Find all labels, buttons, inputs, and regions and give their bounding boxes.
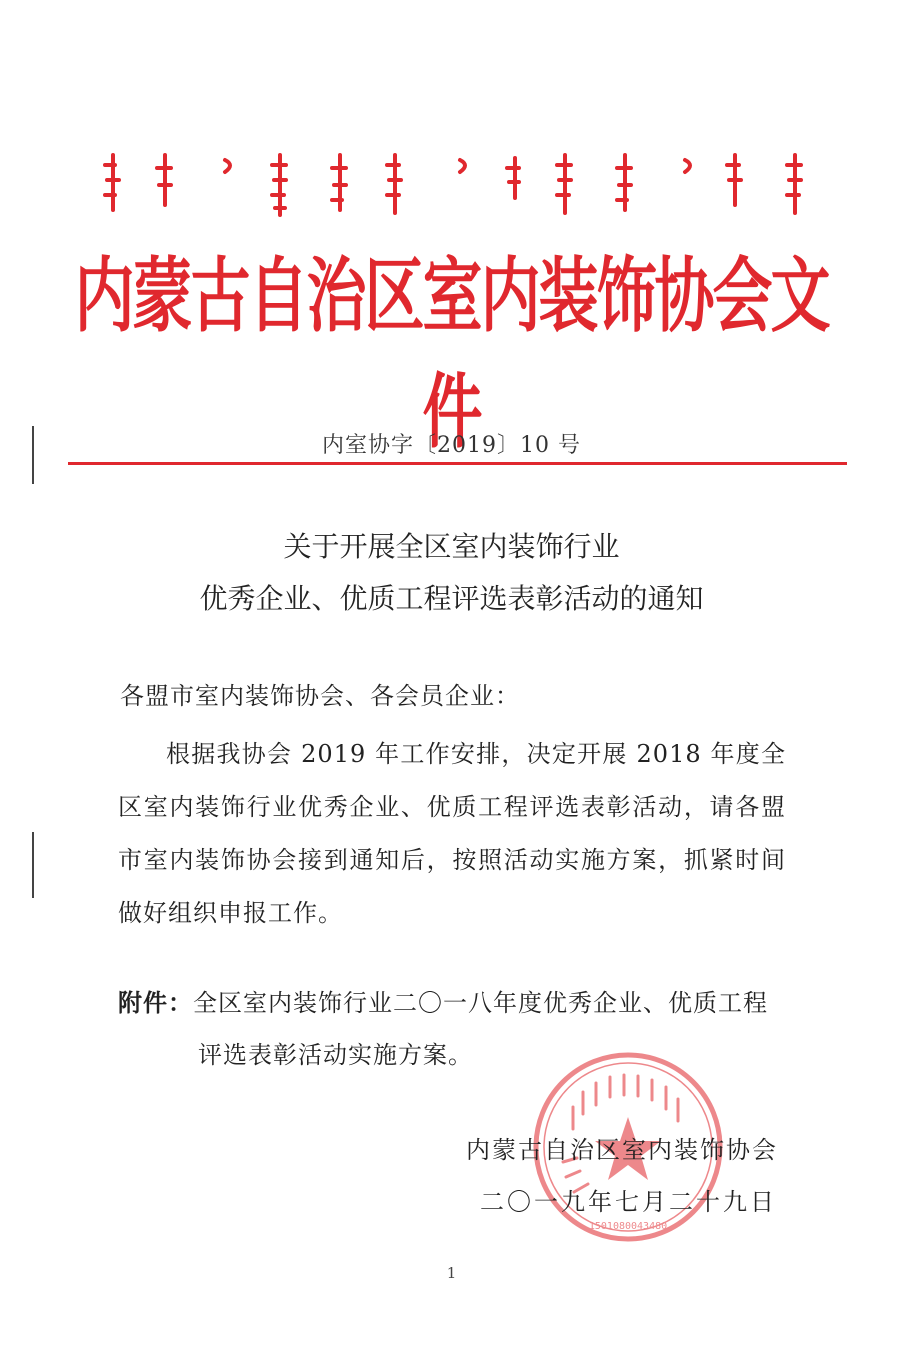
document-header-title: 内蒙古自治区室内装饰协会文件 bbox=[74, 249, 829, 461]
signature-date: 二〇一九年七月二十九日 bbox=[480, 1188, 777, 1216]
red-divider-line bbox=[68, 462, 847, 465]
svg-text:ᠦᠪᠦᠷ ᠮᠣᠩᠭᠣᠯ ᠤᠨ ᠥᠪᠡᠷᠲᠡᠭᠡᠨ ᠵᠠᠰᠠᠬ: ᠦᠪᠦᠷ ᠮᠣᠩᠭᠣᠯ ᠤᠨ ᠥᠪᠡᠷᠲᠡᠭᠡᠨ ᠵᠠᠰᠠᠬᠤ ᠣᠷᠤᠨ ᠤ ᠳᠣᠲᠣᠭᠠᠳᠤ ᠴᠢᠮᠡᠭᠯᠡᠯ ᠤᠨ ᠨᠡᠶᠢᠭᠡᠮᠯᠢᠭ bbox=[95, 135, 639, 154]
notice-title-line1: 关于开展全区室内装饰行业 bbox=[283, 530, 620, 563]
margin-mark bbox=[32, 832, 34, 898]
page-number: 1 bbox=[446, 1264, 457, 1282]
svg-text:1501080043480: 1501080043480 bbox=[588, 1221, 668, 1232]
signature-organization: 内蒙古自治区室内装饰协会 bbox=[466, 1136, 778, 1164]
attachment-line2: 评选表彰活动实施方案。 bbox=[198, 1041, 473, 1069]
salutation: 各盟市室内装饰协会、各会员企业： bbox=[120, 682, 520, 710]
body-paragraph: 根据我协会 2019 年工作安排，决定开展 2018 年度全区室内装饰行业优秀企业、优质工程评选表彰活动，请各盟市室内装饰协会接到通知后，按照活动实施方案，抓紧时间做好组织申报工作。 bbox=[118, 740, 786, 927]
attachment-label: 附件： bbox=[118, 989, 193, 1017]
mongolian-title-graphic bbox=[95, 135, 815, 220]
document-number: 内室协字〔2019〕10 号 bbox=[322, 433, 581, 458]
attachment-line1: 全区室内装饰行业二〇一八年度优秀企业、优质工程 bbox=[193, 989, 768, 1017]
notice-title-line2: 优秀企业、优质工程评选表彰活动的通知 bbox=[199, 582, 704, 615]
